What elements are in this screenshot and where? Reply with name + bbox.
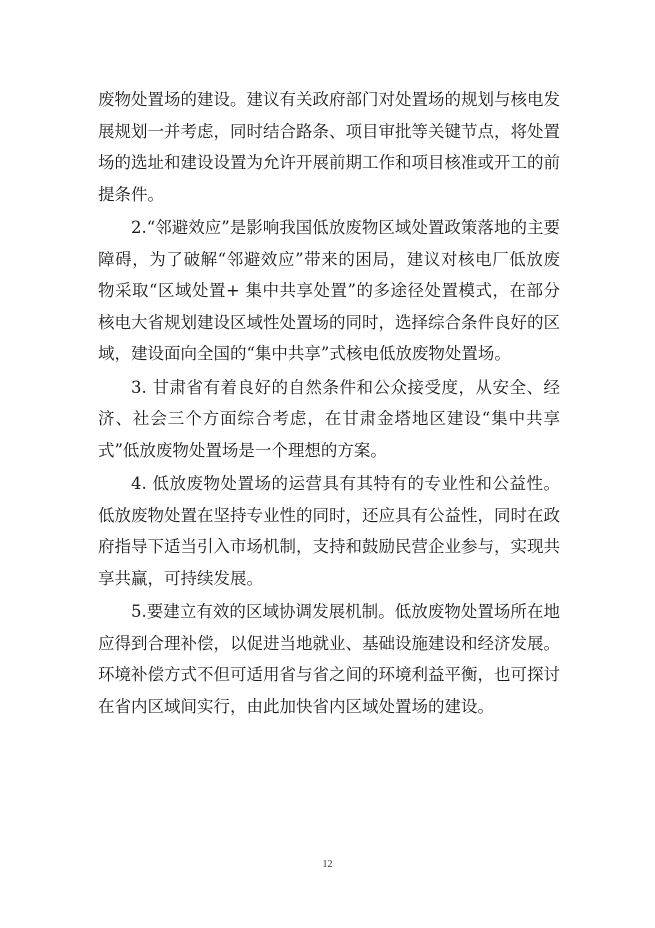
paragraph-item-4: 4. 低放废物处置场的运营具有其特有的专业性和公益性。低放废物处置在坚持专业性的同时，还应具有公益性，同时在政府指导下适当引入市场机制，支持和鼓励民营企业参与，实现共享共赢，可持续发展。 — [98, 474, 560, 588]
page-number: 12 — [322, 859, 333, 870]
paragraph-item-2: 2.“邻避效应”是影响我国低放废物区域处置政策落地的主要障碍，为了破解“邻避效应”带来的困局，建议对核电厂低放废物采取“区域处置+ 集中共享处置”的多途径处置模式，在部分核电大省规划建设区域性处置场的同时，选择综合条件良好的区域，建设面向全国的“集中共享”式核电低放废物处置场。 — [98, 218, 560, 363]
paragraph-item-3: 3. 甘肃省有着良好的自然条件和公众接受度，从安全、经济、社会三个方面综合考虑，在甘肃金塔地区建设“集中共享式”低放废物处置场是一个理想的方案。 — [98, 377, 560, 460]
paragraph-continuation: 废物处置场的建设。建议有关政府部门对处置场的规划与核电发展规划一并考虑，同时结合路条、项目审批等关键节点，将处置场的选址和建设设置为允许开展前期工作和项目核准或开工的前提条件。 — [98, 90, 560, 204]
paragraph-item-5: 5.要建立有效的区域协调发展机制。低放废物处置场所在地应得到合理补偿，以促进当地就业、基础设施建设和经济发展。环境补偿方式不但可适用省与省之间的环境利益平衡，也可探讨在省内区域间实行，由此加快省内区域处置场的建设。 — [98, 602, 560, 716]
body-text — [98, 84, 560, 724]
